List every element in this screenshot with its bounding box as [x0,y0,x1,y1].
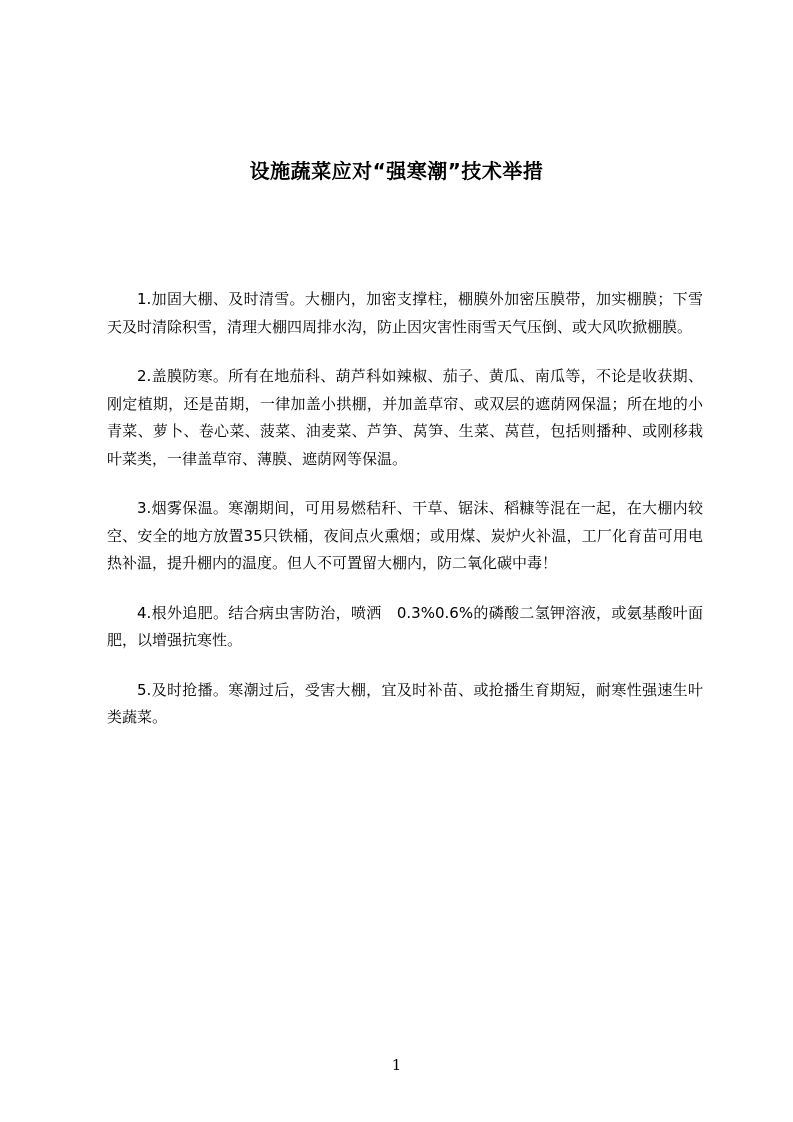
page-number: 1 [391,1056,402,1074]
paragraph-timely-sowing: 5.及时抢播。寒潮过后，受害大棚，宜及时补苗、或抢播生育期短，耐寒性强速生叶类蔬菜。 [107,680,703,726]
document-body [107,286,703,754]
paragraph-reinforce-greenhouse: 1.加固大棚、及时清雪。大棚内，加密支撑柱，棚膜外加密压膜带，加实棚膜；下雪天及时清除积雪，清理大棚四周排水沟，防止因灾害性雨雪天气压倒、或大风吹掀棚膜。 [107,290,703,336]
paragraph-smoke-insulation: 3.烟雾保温。寒潮期间，可用易燃秸秆、干草、锯沫、稻糠等混在一起，在大棚内较空、安全的地方放置35只铁桶，夜间点火熏烟；或用煤、炭炉火补温，工厂化育苗可用电热补温，提升棚内的温度。但人不可置留大棚内，防二氧化碳中毒！ [107,499,703,572]
page-title: 设施蔬菜应对“强寒潮”技术举措 [249,159,544,184]
paragraph-cover-film: 2.盖膜防寒。所有在地茄科、葫芦科如辣椒、茄子、黄瓜、南瓜等，不论是收获期、刚定植期，还是苗期，一律加盖小拱棚，并加盖草帘、或双层的遮荫网保温；所在地的小青菜、萝卜、卷心菜、菠菜、油麦菜、芦笋、莴笋、生菜、莴苣，包括则播种、或刚移栽叶菜类，一律盖草帘、薄膜、遮荫网等保温。 [107,367,703,468]
paragraph-foliar-fertilizer: 4.根外追肥。结合病虫害防治，喷洒 0.3%0.6%的磷酸二氢钾溶液，或氨基酸叶面肥，以增强抗寒性。 [107,603,703,649]
